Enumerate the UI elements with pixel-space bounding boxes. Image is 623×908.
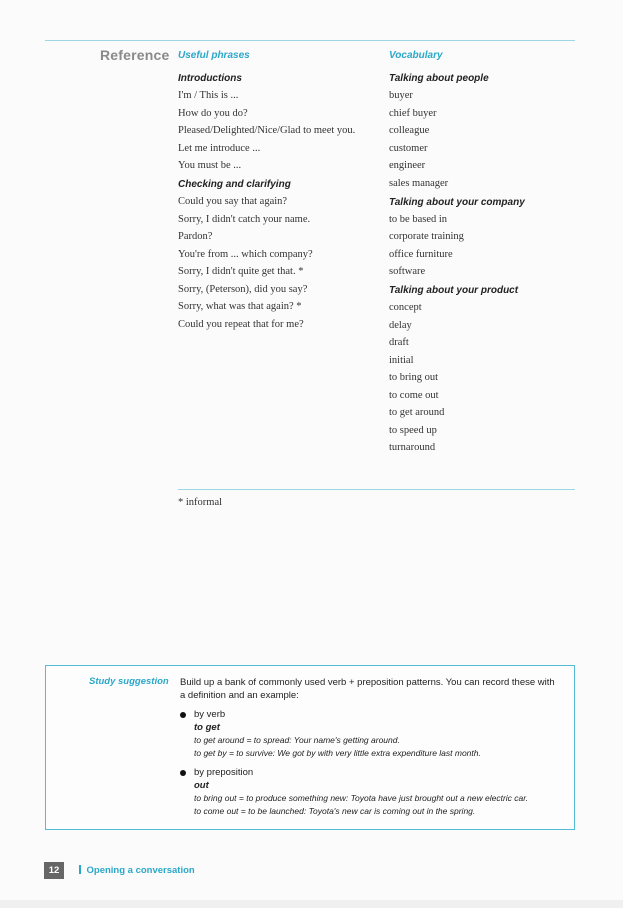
vocab-item: to speed up — [389, 424, 437, 436]
vocab-item: to get around — [389, 407, 445, 418]
vocab-item: sales manager — [389, 177, 449, 189]
vocab-item: to bring out — [389, 372, 438, 383]
by-verb-keyword: to get — [194, 722, 220, 733]
top-rule — [45, 40, 575, 41]
phrase-item: You're from ... which company? — [178, 248, 313, 260]
reference-label: Reference — [100, 47, 170, 63]
checking-title: Checking and clarifying — [178, 179, 291, 190]
phrase-item: Sorry, I didn't catch your name. — [178, 213, 311, 225]
useful-phrases-column — [178, 50, 378, 338]
unit-footer — [79, 865, 195, 876]
vocab-item: draft — [389, 337, 409, 348]
company-title: Talking about your company — [389, 196, 525, 208]
company-group — [389, 197, 589, 279]
phrase-item: Let me introduce ... — [178, 142, 261, 154]
separator-bar-icon — [79, 865, 81, 874]
people-group — [389, 73, 589, 190]
vocabulary-heading: Vocabulary — [389, 50, 443, 61]
vocab-item: delay — [389, 319, 412, 331]
by-verb-bullet — [180, 708, 560, 721]
checking-group — [178, 179, 378, 331]
introductions-title: Introductions — [178, 73, 242, 84]
bullet-icon — [180, 712, 186, 718]
vocab-item: initial — [389, 354, 414, 366]
product-title: Talking about your product — [389, 285, 519, 296]
vocab-item: corporate training — [389, 231, 464, 242]
phrase-item: Sorry, (Peterson), did you say? — [178, 283, 308, 295]
by-verb-title: by verb — [194, 709, 226, 720]
vocab-item: turnaround — [389, 442, 436, 453]
by-verb-group — [180, 708, 560, 760]
example-line: to get by = to survive: We got by with very little extra expenditure last month. — [194, 748, 481, 758]
vocab-item: to be based in — [389, 213, 448, 225]
phrase-item: Sorry, I didn't quite get that. * — [178, 266, 304, 277]
example-line: to bring out = to produce something new: Toyota have just brought out a new electric car. — [194, 793, 529, 803]
example-line: to get around = to spread: Your name's getting around. — [194, 735, 400, 745]
by-preposition-group — [180, 766, 560, 818]
vocabulary-column — [389, 50, 589, 461]
useful-phrases-heading: Useful phrases — [178, 50, 250, 61]
phrase-item: How do you do? — [178, 107, 248, 119]
page-number: 12 — [44, 862, 64, 879]
study-suggestion-box — [45, 665, 575, 830]
bullet-icon — [180, 770, 186, 776]
people-title: Talking about people — [389, 73, 489, 84]
introductions-group — [178, 73, 378, 172]
vocab-item: engineer — [389, 160, 426, 171]
vocab-item: to come out — [389, 389, 439, 401]
by-preposition-title: by preposition — [194, 767, 254, 778]
phrase-item: Sorry, what was that again? * — [178, 301, 302, 312]
middle-rule — [178, 489, 575, 490]
footnote: * informal — [178, 497, 223, 508]
phrase-item: Pleased/Delighted/Nice/Glad to meet you. — [178, 125, 356, 136]
vocab-item: colleague — [389, 125, 430, 136]
page-bottom-edge — [0, 900, 623, 908]
vocab-item: office furniture — [389, 248, 453, 260]
vocab-item: customer — [389, 142, 428, 154]
study-suggestion-label: Study suggestion — [89, 676, 169, 687]
phrase-item: Could you say that again? — [178, 196, 288, 207]
by-preposition-bullet — [180, 766, 560, 779]
example-line: to come out = to be launched: Toyota's new car is coming out in the spring. — [194, 806, 476, 816]
study-suggestion-body — [180, 676, 560, 824]
vocab-item: buyer — [389, 90, 413, 101]
vocab-item: chief buyer — [389, 107, 437, 119]
product-group — [389, 285, 589, 454]
study-intro: Build up a bank of commonly used verb + preposition patterns. You can record these with a definition and an example: — [180, 677, 555, 701]
phrase-item: I'm / This is ... — [178, 90, 239, 101]
phrase-item: You must be ... — [178, 160, 242, 171]
phrase-item: Could you repeat that for me? — [178, 318, 304, 330]
vocab-item: concept — [389, 302, 422, 313]
vocab-item: software — [389, 266, 426, 277]
phrase-item: Pardon? — [178, 231, 213, 242]
unit-title: Opening a conversation — [86, 865, 195, 876]
by-preposition-keyword: out — [194, 780, 209, 791]
